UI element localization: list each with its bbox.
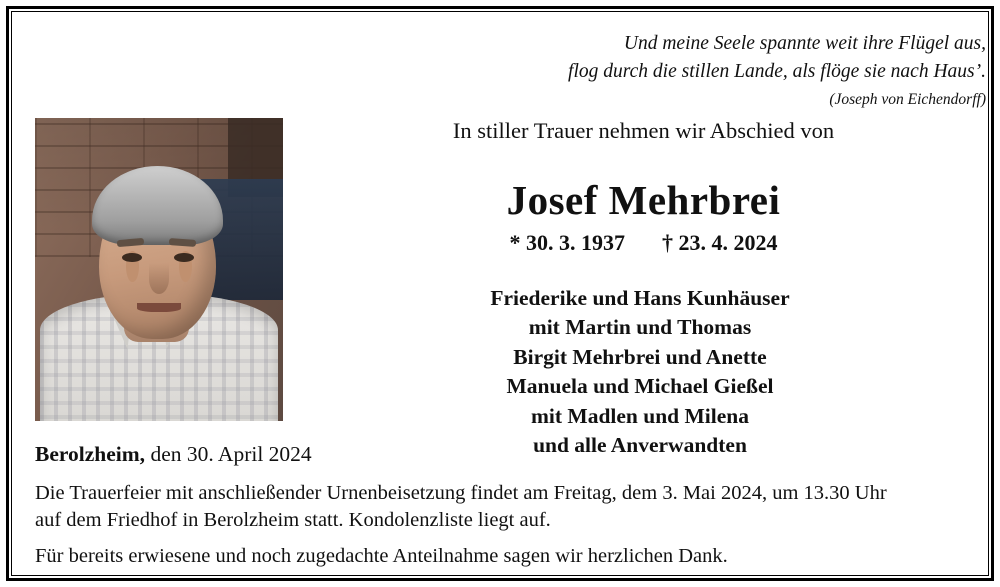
death-date: † 23. 4. 2024 bbox=[662, 230, 778, 255]
intro-text: In stiller Trauer nehmen wir Abschied von bbox=[452, 118, 835, 143]
eye-left bbox=[122, 253, 142, 262]
family-line: mit Madlen und Milena bbox=[530, 403, 749, 428]
family-line: Birgit Mehrbrei und Anette bbox=[513, 344, 767, 369]
closing-line-1: Die Trauerfeier mit anschließender Urnenbeisetzung findet am Freitag, dem 3. Mai 2024, um 13.30 Uhr bbox=[35, 482, 887, 504]
verse-attribution: (Joseph von Eichendorff) bbox=[829, 91, 986, 109]
family-line: Manuela und Michael Gießel bbox=[506, 374, 774, 399]
eye-right bbox=[174, 253, 194, 262]
closing-line-3: Für bereits erwiesene und noch zugedachte Anteilnahme sagen wir herzlichen Dank. bbox=[35, 544, 728, 567]
verse-line-2: flog durch die stillen Lande, als flöge sie nach Haus’. bbox=[568, 60, 986, 82]
place-and-date bbox=[35, 442, 312, 467]
verse-block bbox=[486, 30, 986, 111]
closing-block bbox=[35, 480, 968, 570]
nose bbox=[149, 263, 169, 293]
life-dates bbox=[301, 230, 986, 256]
family-line: mit Martin und Thomas bbox=[528, 315, 752, 340]
portrait-image bbox=[35, 118, 283, 421]
family-line: und alle Anverwandten bbox=[533, 433, 747, 458]
mouth bbox=[137, 303, 182, 312]
closing-line-2: auf dem Friedhof in Berolzheim statt. Kondolenzliste liegt auf. bbox=[35, 509, 551, 532]
place-date: den 30. April 2024 bbox=[145, 442, 312, 466]
portrait-photo bbox=[35, 118, 283, 421]
place-name: Berolzheim, bbox=[35, 442, 146, 466]
family-block bbox=[301, 284, 979, 461]
birth-date: * 30. 3. 1937 bbox=[509, 230, 625, 255]
verse-line-1: Und meine Seele spannte weit ihre Flügel aus, bbox=[623, 33, 986, 54]
deceased-name: Josef Mehrbrei bbox=[506, 177, 781, 223]
notice-content bbox=[16, 16, 984, 571]
family-line: Friederike und Hans Kunhäuser bbox=[490, 286, 790, 310]
